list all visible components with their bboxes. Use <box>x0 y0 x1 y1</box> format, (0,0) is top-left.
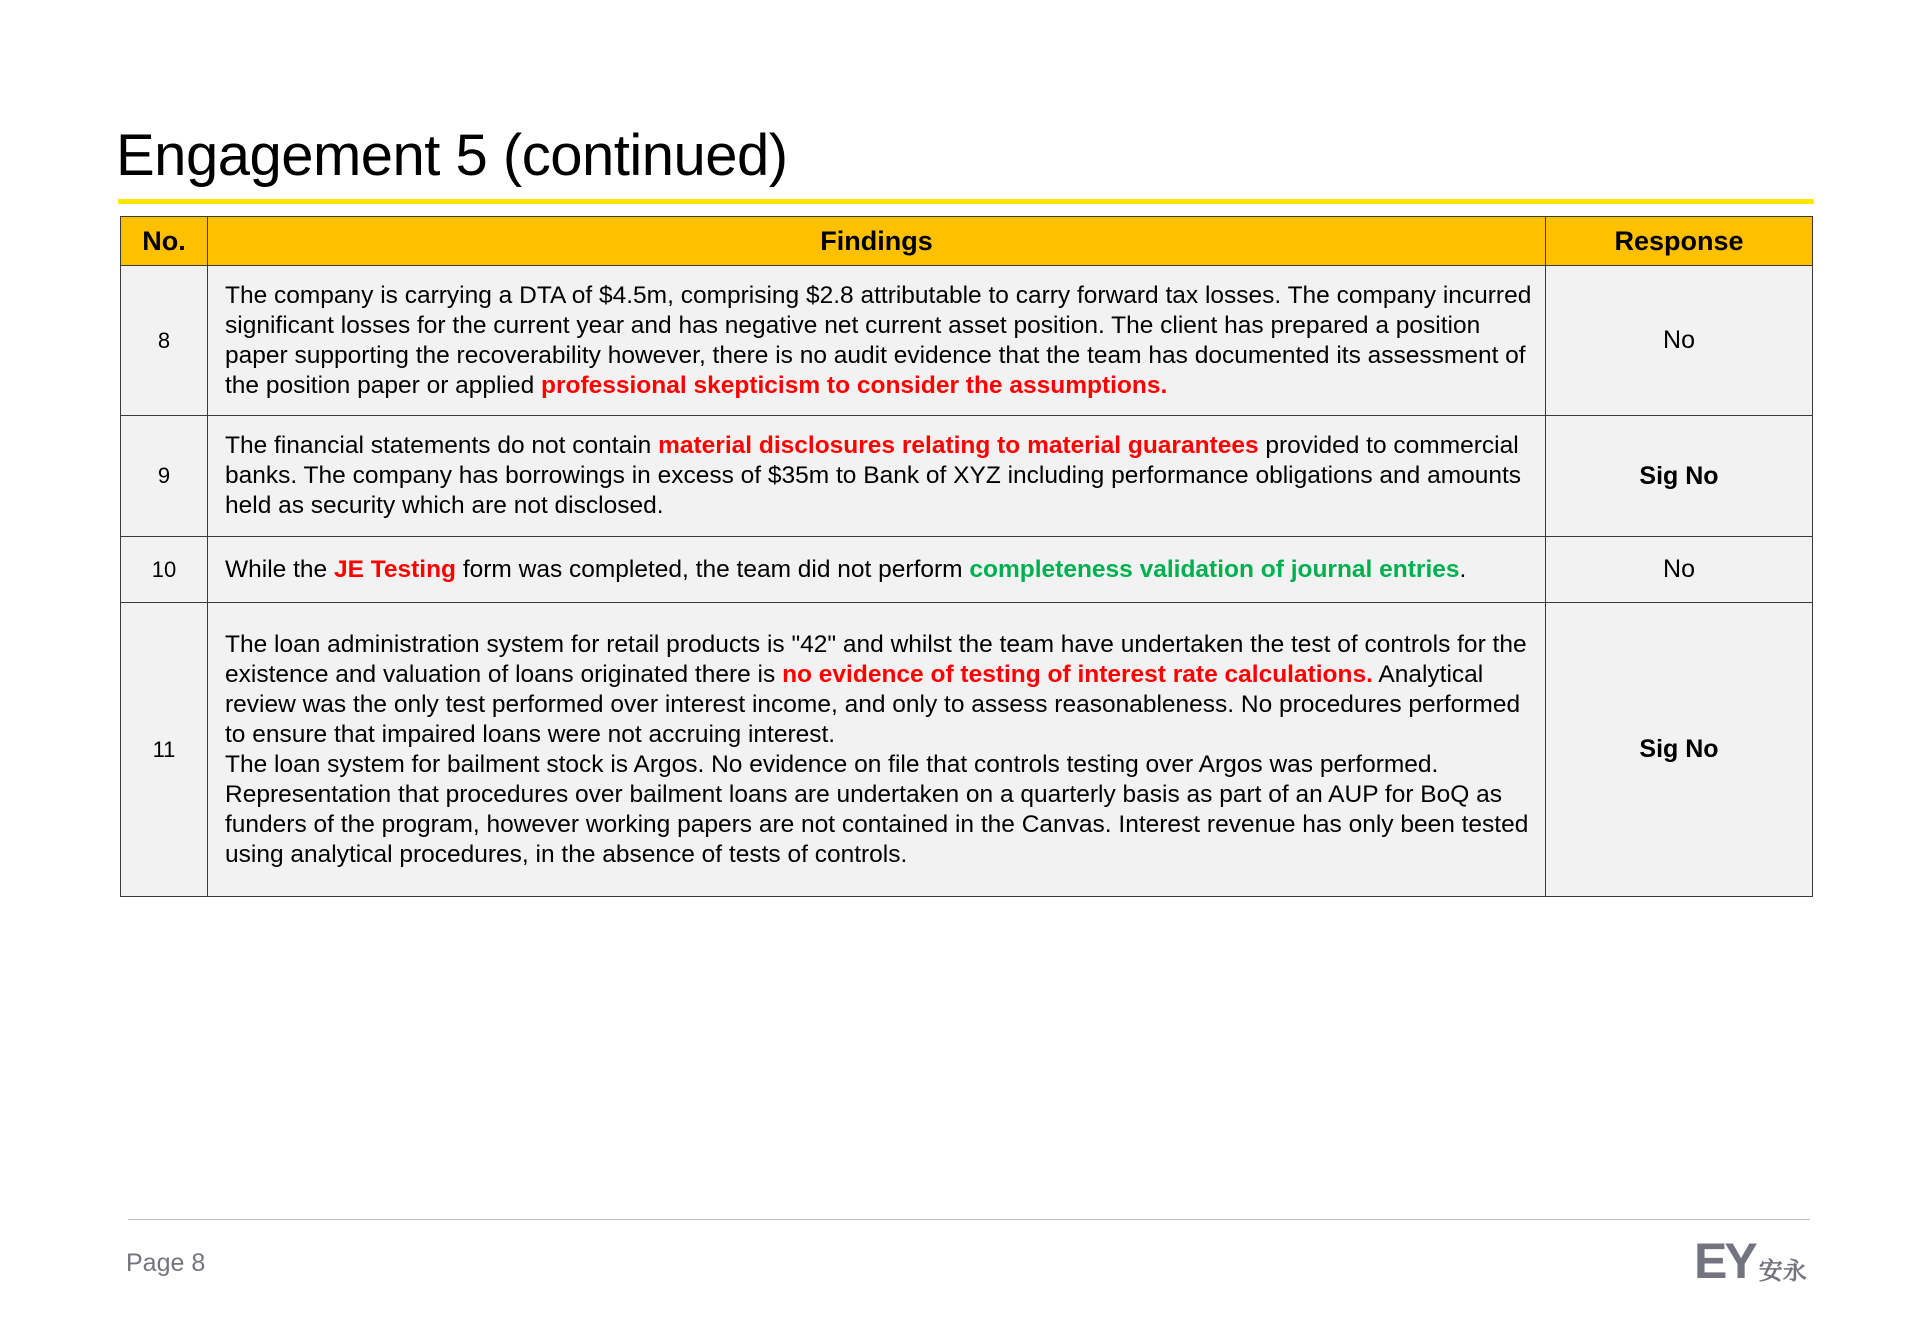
finding-text <box>208 603 1546 897</box>
finding-text <box>208 537 1546 603</box>
row-number: 11 <box>121 603 208 897</box>
ey-logo <box>1694 1233 1807 1289</box>
response-value: No <box>1546 537 1813 603</box>
finding-highlight-red: professional skepticism to consider the assumptions. <box>541 371 1168 399</box>
header-response: Response <box>1546 217 1813 266</box>
finding-text-segment: provided to commercial banks. The company has borrowings in excess of $35m to Bank of XYZ including performance obligations and amounts held as security which are not disclosed. <box>225 432 1522 519</box>
row-number: 9 <box>121 416 208 537</box>
table-row <box>121 603 1813 897</box>
finding-highlight-green: completeness validation of journal entries <box>969 555 1460 583</box>
finding-text-segment: The financial statements do not contain <box>225 432 659 459</box>
table-row <box>121 266 1813 416</box>
footer-divider <box>128 1219 1810 1220</box>
page-title: Engagement 5 (continued) <box>116 123 788 188</box>
finding-text-segment: The loan administration system for retail products is "42" and whilst the team have undertaken the test of controls for the existence and valuation of loans originated there is <box>225 630 1527 688</box>
response-value: Sig No <box>1546 603 1813 897</box>
table-header-row <box>121 217 1813 266</box>
header-findings: Findings <box>208 217 1546 266</box>
finding-highlight-red: no evidence of testing of interest rate calculations. <box>782 660 1373 688</box>
finding-highlight-red: JE Testing <box>333 555 457 583</box>
title-underline <box>118 199 1814 204</box>
finding-text-segment: . <box>1459 555 1467 583</box>
finding-text-segment: While the <box>225 555 334 583</box>
finding-text <box>208 416 1546 537</box>
finding-text-segment: The company is carrying a DTA of $4.5m, comprising $2.8 attributable to carry forward tax losses. The company incurred significant losses for the current year and has negative net current asset position. The client has prepared a position paper supporting the recoverability however, there is no audit evidence that the team has documented its assessment of the position paper or applied <box>225 281 1532 399</box>
response-value: Sig No <box>1546 416 1813 537</box>
header-no: No. <box>121 217 208 266</box>
table-row <box>121 416 1813 537</box>
finding-highlight-red: material disclosures relating to material guarantees <box>658 432 1259 459</box>
row-number: 8 <box>121 266 208 416</box>
findings-table <box>120 216 1813 897</box>
ey-logo-mark: EY <box>1694 1233 1755 1289</box>
ey-logo-chinese: 安永 <box>1758 1257 1807 1285</box>
finding-text-segment: form was completed, the team did not perform <box>456 555 970 583</box>
table-row <box>121 537 1813 603</box>
row-number: 10 <box>121 537 208 603</box>
response-value: No <box>1546 266 1813 416</box>
finding-text <box>208 266 1546 416</box>
finding-text-segment: Analytical review was the only test performed over interest income, and only to assess reasonableness. No procedures performed to ensure that impaired loans were not accruing interest. <box>225 660 1521 748</box>
page-number: Page 8 <box>126 1249 206 1277</box>
finding-text-segment: The loan system for bailment stock is Argos. No evidence on file that controls testing over Argos was performed. Representation that procedures over bailment loans are undertaken on a quarterly basis as part of an AUP for BoQ as funders of the program, however working papers are not contained in the Canvas. Interest revenue has only been tested using analytical procedures, in the absence of tests of controls. <box>225 750 1529 868</box>
